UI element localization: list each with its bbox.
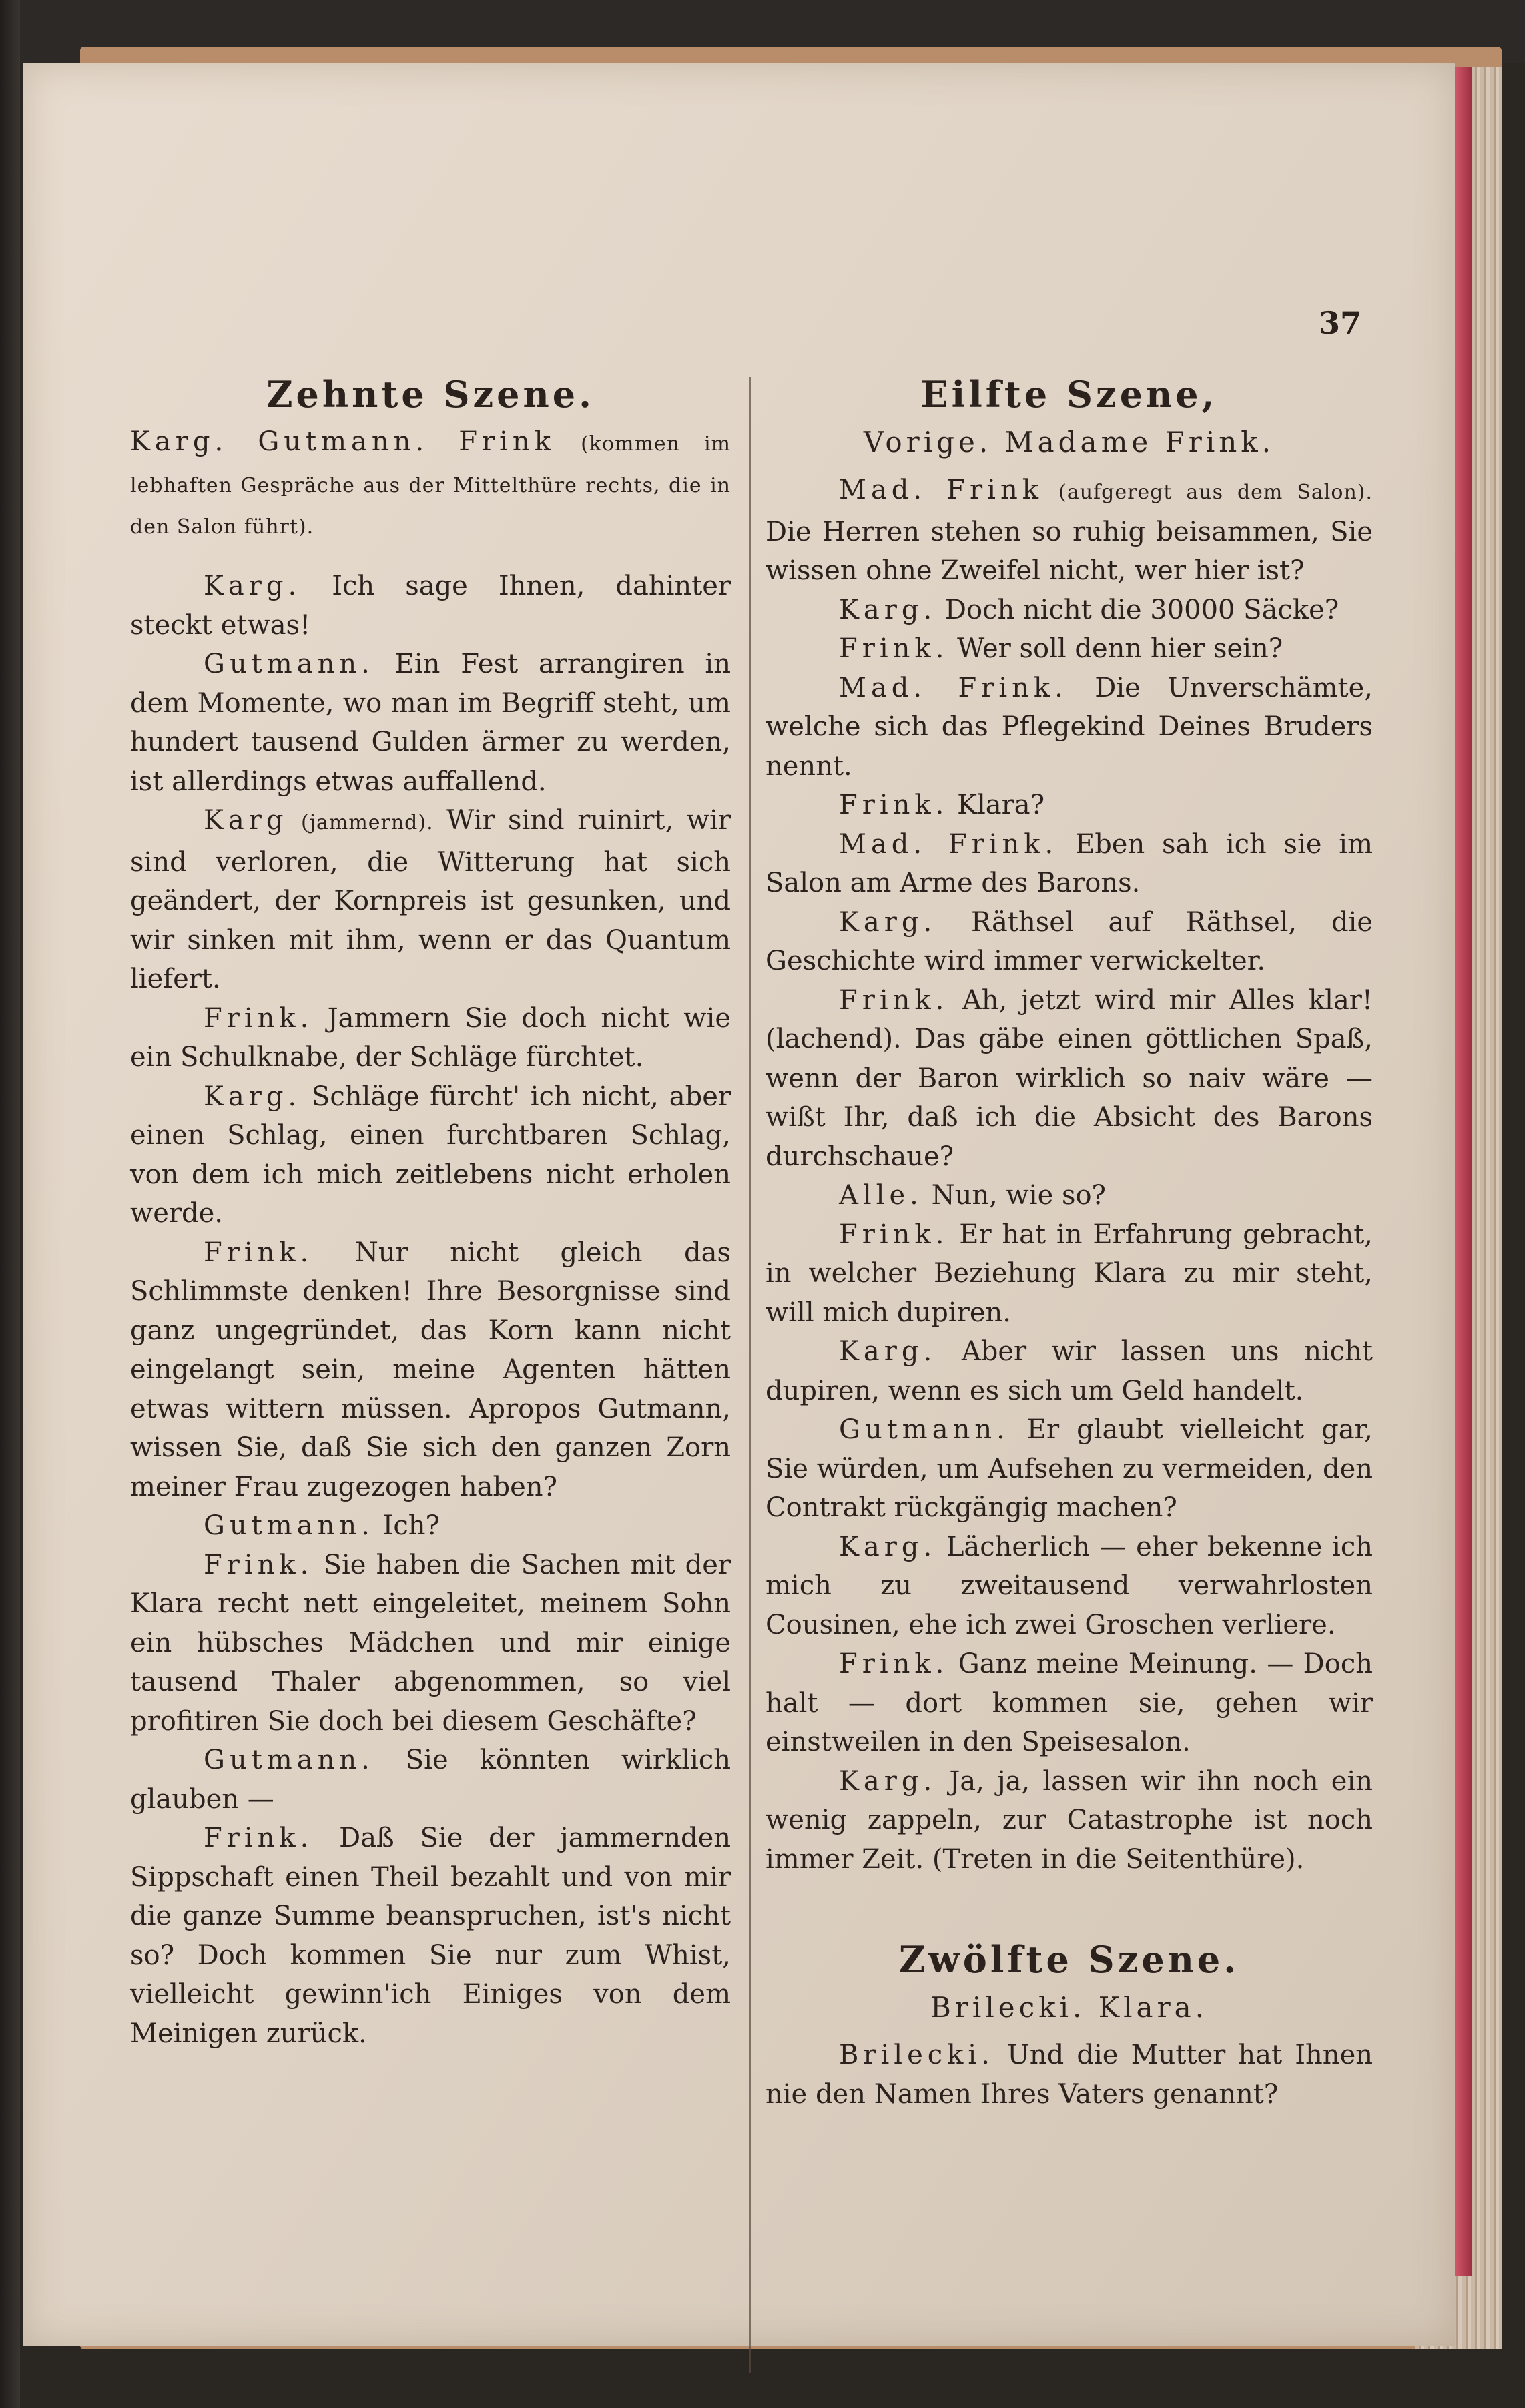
dialogue-text: Ja, ja, lassen wir ihn noch ein wenig zappeln, zur Catastrophe ist noch immer Zeit. (Treten in die Seitenthüre). bbox=[766, 1765, 1374, 1875]
speaker-name: Karg. bbox=[204, 1081, 302, 1112]
speaker-name: Frink. bbox=[839, 1648, 949, 1679]
stage-direction: (jammernd). bbox=[300, 811, 434, 834]
stage-direction: (aufgeregt aus dem Salon). bbox=[1058, 481, 1374, 504]
right-column bbox=[766, 370, 1373, 2114]
dialogue-paragraph bbox=[766, 669, 1373, 786]
dialogue-paragraph bbox=[130, 567, 731, 645]
dialogue-text: Nun, wie so? bbox=[931, 1180, 1107, 1211]
scene-12-cast: Brilecki. Klara. bbox=[930, 1991, 1209, 2024]
speaker-name: Alle. bbox=[839, 1180, 923, 1211]
speaker-name: Gutmann. bbox=[204, 649, 374, 679]
stage-direction: (kommen im lebhaften Gespräche aus der Mittelthüre rechts, die in den Salon führt). bbox=[130, 432, 731, 539]
dialogue-text: Eben sah ich sie im Salon am Arme des Barons. bbox=[766, 828, 1373, 898]
speaker-name: Karg. bbox=[839, 1531, 937, 1562]
book-page bbox=[23, 63, 1455, 2346]
dialogue-text: Sie könnten wirklich glauben — bbox=[130, 1745, 731, 1815]
speaker-name: Gutmann. bbox=[839, 1414, 1010, 1445]
dialogue-text: Lächerlich — eher bekenne ich mich zu zweitausend verwahrlosten Cousinen, ehe ich zwei Groschen verliere. bbox=[766, 1531, 1374, 1640]
speaker-name: Mad. Frink bbox=[839, 475, 1043, 505]
scene-10-cast bbox=[130, 422, 731, 547]
dialogue-text: Die Herren stehen so ruhig beisammen, Sie wissen ohne Zweifel nicht, wer hier ist? bbox=[766, 516, 1373, 586]
dialogue-paragraph bbox=[130, 999, 731, 1077]
dialogue-text: Ein Fest arrangiren in dem Momente, wo man im Begriff steht, um hundert tausend Gulden ärmer zu werden, ist allerdings etwas auffallend. bbox=[130, 649, 731, 797]
dialogue-text: Die Unverschämte, welche sich das Pflegekind Deines Bruders nennt. bbox=[766, 672, 1373, 782]
dialogue-text: Ich? bbox=[382, 1510, 440, 1541]
scene-heading-10: Zehnte Szene. bbox=[266, 373, 595, 416]
speaker-name: Frink. bbox=[839, 633, 949, 664]
dialogue-paragraph bbox=[130, 1077, 731, 1233]
dialogue-paragraph bbox=[130, 1506, 731, 1546]
dialogue-text: Klara? bbox=[957, 790, 1045, 820]
scene-11-text bbox=[766, 471, 1373, 1879]
speaker-name: Karg. bbox=[839, 1765, 937, 1797]
dialogue-text: Und die Mutter hat Ihnen nie den Namen Ihres Vaters genannt? bbox=[766, 2040, 1374, 2110]
speaker-name: Karg. bbox=[839, 594, 937, 625]
dialogue-paragraph bbox=[766, 1410, 1373, 1528]
dialogue-paragraph bbox=[766, 2036, 1373, 2114]
dialogue-text: Räthsel auf Räthsel, die Geschichte wird immer verwickelter. bbox=[766, 906, 1374, 976]
dialogue-text: Er glaubt vielleicht gar, Sie würden, um Aufsehen zu vermeiden, den Contrakt rückgängig machen? bbox=[766, 1414, 1373, 1523]
dialogue-text: Sie haben die Sachen mit der Klara recht nett eingeleitet, meinem Sohn ein hübsches Mädchen und mir einige tausend Thaler abgenommen, so viel profitiren Sie doch bei diesem Geschäfte? bbox=[130, 1549, 731, 1737]
column-divider bbox=[749, 377, 751, 2373]
dialogue-paragraph bbox=[130, 1819, 731, 2053]
speaker-name: Mad. Frink. bbox=[839, 672, 1068, 703]
dialogue-paragraph bbox=[766, 1332, 1373, 1410]
dialogue-text: Aber wir lassen uns nicht dupiren, wenn es sich um Geld handelt. bbox=[766, 1336, 1373, 1406]
speaker-name: Karg. bbox=[839, 1336, 937, 1367]
dialogue-paragraph bbox=[130, 645, 731, 801]
speaker-name: Karg. bbox=[204, 571, 302, 601]
dialogue-text: Ich sage Ihnen, dahinter steckt etwas! bbox=[130, 571, 731, 641]
dialogue-paragraph bbox=[766, 591, 1373, 630]
speaker-name: Gutmann. bbox=[204, 1745, 374, 1775]
speaker-name: Frink. bbox=[839, 984, 949, 1016]
dialogue-text: Wir sind ruinirt, wir sind verloren, die Witterung hat sich geändert, der Kornpreis ist gesunken, und wir sinken mit ihm, wenn er das Quantum liefert. bbox=[130, 805, 731, 994]
dialogue-paragraph bbox=[130, 1233, 731, 1507]
dialogue-paragraph bbox=[130, 801, 731, 999]
dialogue-text: Jammern Sie doch nicht wie ein Schulknabe, der Schläge fürchtet. bbox=[130, 1002, 731, 1073]
speaker-name: Brilecki. bbox=[839, 2040, 994, 2070]
speaker-name: Frink. bbox=[204, 1823, 314, 1853]
dialogue-paragraph bbox=[130, 1741, 731, 1819]
speaker-name: Frink. bbox=[204, 1549, 314, 1580]
scene-heading-11: Eilfte Szene, bbox=[920, 373, 1218, 416]
scene-10-text bbox=[130, 567, 731, 2053]
scene-12-text bbox=[766, 2036, 1373, 2114]
speaker-name: Frink. bbox=[204, 1237, 314, 1268]
dialogue-paragraph bbox=[766, 1762, 1373, 1879]
dialogue-text: Doch nicht die 30000 Säcke? bbox=[944, 594, 1339, 625]
dialogue-paragraph bbox=[766, 1176, 1373, 1215]
dialogue-paragraph bbox=[766, 825, 1373, 903]
dialogue-text: Wer soll denn hier sein? bbox=[957, 633, 1283, 664]
dialogue-text: Schläge fürcht' ich nicht, aber einen Schlag, einen furchtbaren Schlag, von dem ich mich zeitlebens nicht erholen werde. bbox=[130, 1081, 731, 1229]
dialogue-paragraph bbox=[766, 1528, 1373, 1645]
dialogue-paragraph bbox=[766, 786, 1373, 825]
dialogue-text: Ganz meine Meinung. — Doch halt — dort kommen sie, gehen wir einstweilen in den Speisesalon. bbox=[766, 1648, 1373, 1757]
dialogue-paragraph bbox=[766, 1644, 1373, 1762]
dialogue-paragraph bbox=[766, 471, 1373, 591]
dialogue-paragraph bbox=[766, 1215, 1373, 1333]
dialogue-text: Er hat in Erfahrung gebracht, in welcher Beziehung Klara zu mir steht, will mich dupiren. bbox=[766, 1219, 1373, 1328]
cast-speakers: Karg. Gutmann. Frink bbox=[130, 426, 555, 457]
left-column bbox=[130, 370, 731, 2053]
book-cover-left bbox=[0, 0, 20, 2408]
scene-heading-12: Zwölfte Szene. bbox=[898, 1938, 1240, 1981]
speaker-name: Frink. bbox=[839, 1219, 949, 1250]
dialogue-text: Ah, jetzt wird mir Alles klar! (lachend). Das gäbe einen göttlichen Spaß, wenn der Baron wirklich so naiv wäre — wißt Ihr, daß ich die Absicht des Barons durchschaue? bbox=[766, 984, 1373, 1172]
page-number: 37 bbox=[1318, 305, 1361, 341]
speaker-name: Frink. bbox=[839, 790, 949, 820]
speaker-name: Mad. Frink. bbox=[839, 828, 1058, 860]
dialogue-paragraph bbox=[766, 629, 1373, 669]
dialogue-text: Nur nicht gleich das Schlimmste denken! Ihre Besorgnisse sind ganz ungegründet, das Korn kann nicht eingelangt sein, meine Agenten hätten etwas wittern müssen. Apropos Gutmann, wissen Sie, daß Sie sich den ganzen Zorn meiner Frau zugezogen haben? bbox=[130, 1237, 731, 1502]
speaker-name: Frink. bbox=[204, 1002, 314, 1034]
speaker-name: Karg bbox=[204, 805, 288, 836]
scene-11-cast: Vorige. Madame Frink. bbox=[863, 426, 1275, 459]
dialogue-paragraph bbox=[766, 981, 1373, 1177]
speaker-name: Karg. bbox=[839, 906, 937, 938]
dialogue-paragraph bbox=[130, 1546, 731, 1741]
speaker-name: Gutmann. bbox=[204, 1510, 374, 1541]
dialogue-paragraph bbox=[766, 903, 1373, 981]
dialogue-text: Daß Sie der jammernden Sippschaft einen Theil bezahlt und von mir die ganze Summe beanspruchen, ist's nicht so? Doch kommen Sie nur zum Whist, vielleicht gewinn'ich Einiges von dem Meinigen zurück. bbox=[130, 1823, 731, 2049]
